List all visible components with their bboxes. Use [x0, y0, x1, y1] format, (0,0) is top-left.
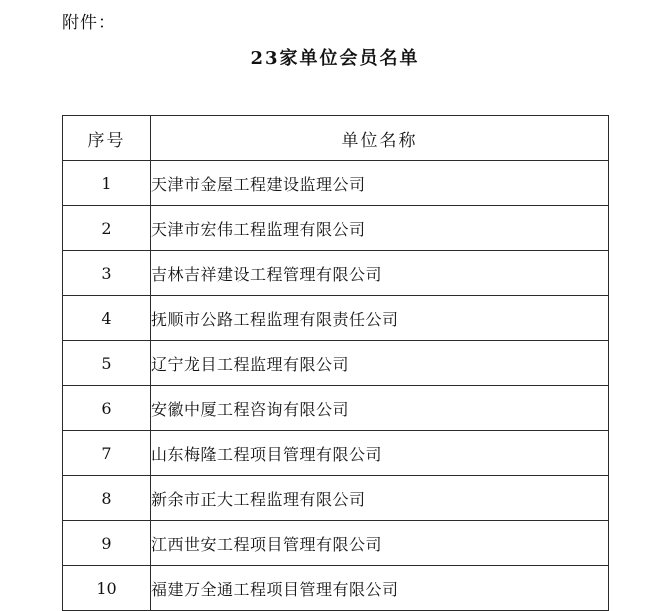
row-unit-name: 福建万全通工程项目管理有限公司	[151, 566, 609, 611]
row-unit-name: 抚顺市公路工程监理有限责任公司	[151, 296, 609, 341]
row-unit-name: 辽宁龙目工程监理有限公司	[151, 341, 609, 386]
table-row	[63, 251, 609, 296]
row-index: 3	[63, 251, 151, 296]
row-unit-name: 天津市金屋工程建设监理公司	[151, 161, 609, 206]
row-index: 7	[63, 431, 151, 476]
row-unit-name: 天津市宏伟工程监理有限公司	[151, 206, 609, 251]
row-index: 8	[63, 476, 151, 521]
row-index: 9	[63, 521, 151, 566]
table-row	[63, 476, 609, 521]
member-list-table	[62, 115, 609, 611]
row-unit-name: 山东梅隆工程项目管理有限公司	[151, 431, 609, 476]
table-header	[63, 116, 609, 161]
row-index: 10	[63, 566, 151, 611]
row-index: 4	[63, 296, 151, 341]
attachment-label: 附件：	[62, 13, 116, 33]
table-row	[63, 161, 609, 206]
table-row	[63, 296, 609, 341]
page-title: 23家单位会员名单	[250, 48, 420, 69]
row-index: 6	[63, 386, 151, 431]
table-header-row	[63, 116, 609, 161]
row-unit-name: 安徽中厦工程咨询有限公司	[151, 386, 609, 431]
table-row	[63, 521, 609, 566]
row-index: 1	[63, 161, 151, 206]
table-row	[63, 431, 609, 476]
row-index: 5	[63, 341, 151, 386]
column-header-index: 序号	[63, 116, 151, 161]
table-row	[63, 206, 609, 251]
column-header-name: 单位名称	[151, 116, 609, 161]
row-unit-name: 吉林吉祥建设工程管理有限公司	[151, 251, 609, 296]
table-row	[63, 341, 609, 386]
row-unit-name: 江西世安工程项目管理有限公司	[151, 521, 609, 566]
table-row	[63, 386, 609, 431]
member-list-table-wrapper	[62, 115, 608, 611]
table-body	[63, 161, 609, 611]
row-unit-name: 新余市正大工程监理有限公司	[151, 476, 609, 521]
row-index: 2	[63, 206, 151, 251]
table-row	[63, 566, 609, 611]
